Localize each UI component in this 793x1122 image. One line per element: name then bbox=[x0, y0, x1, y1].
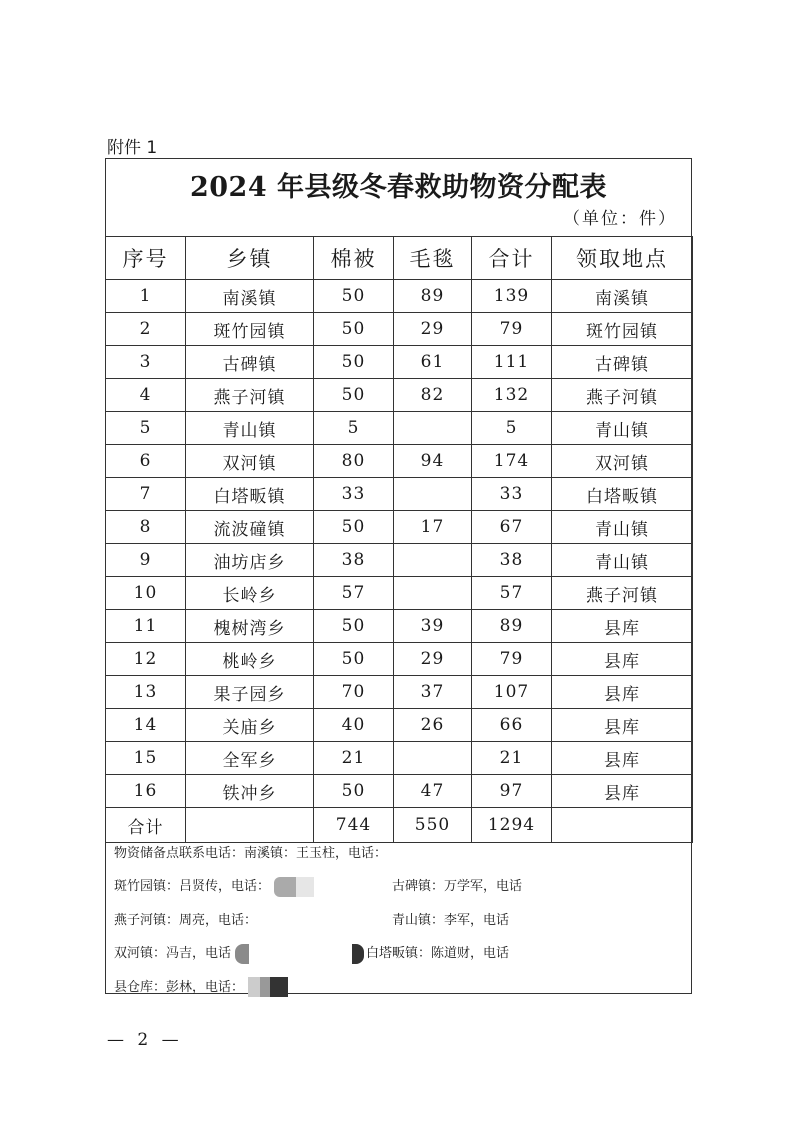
row-quilts: 50 bbox=[314, 379, 394, 412]
contact-notes bbox=[114, 837, 684, 1004]
row-town: 槐树湾乡 bbox=[186, 610, 314, 643]
row-blankets: 94 bbox=[394, 445, 472, 478]
row-town: 斑竹园镇 bbox=[186, 313, 314, 346]
contact-text: 古碑镇：万学军，电话 bbox=[392, 879, 523, 895]
table-row bbox=[106, 742, 693, 775]
contact-text: 物资储备点联系电话：南溪镇：王玉柱，电话： bbox=[114, 846, 388, 861]
row-pickup-location: 南溪镇 bbox=[552, 280, 693, 313]
row-blankets bbox=[394, 412, 472, 445]
contact-text: 双河镇：冯吉，电话 bbox=[114, 946, 232, 962]
row-blankets bbox=[394, 577, 472, 610]
contact-text: 白塔畈镇：陈道财，电话 bbox=[366, 946, 510, 962]
header-blankets: 毛毯 bbox=[394, 237, 472, 280]
table-row bbox=[106, 676, 693, 709]
row-blankets: 61 bbox=[394, 346, 472, 379]
row-quilts: 5 bbox=[314, 412, 394, 445]
row-pickup-location: 斑竹园镇 bbox=[552, 313, 693, 346]
redacted-phone bbox=[248, 977, 288, 997]
total-sum: 1294 bbox=[472, 808, 552, 843]
row-subtotal: 132 bbox=[472, 379, 552, 412]
row-blankets: 37 bbox=[394, 676, 472, 709]
row-town: 南溪镇 bbox=[186, 280, 314, 313]
row-subtotal: 107 bbox=[472, 676, 552, 709]
row-town: 双河镇 bbox=[186, 445, 314, 478]
unit-label: （单位：件） bbox=[563, 209, 677, 229]
row-blankets: 89 bbox=[394, 280, 472, 313]
row-town: 青山镇 bbox=[186, 412, 314, 445]
row-town: 果子园乡 bbox=[186, 676, 314, 709]
row-quilts: 50 bbox=[314, 775, 394, 808]
table-row bbox=[106, 313, 693, 346]
row-blankets: 17 bbox=[394, 511, 472, 544]
row-blankets: 39 bbox=[394, 610, 472, 643]
contact-line bbox=[114, 937, 684, 970]
row-index: 16 bbox=[106, 775, 186, 808]
redacted-phone bbox=[274, 877, 314, 897]
row-pickup-location: 青山镇 bbox=[552, 511, 693, 544]
row-subtotal: 21 bbox=[472, 742, 552, 775]
contact-line bbox=[114, 870, 684, 903]
row-index: 3 bbox=[106, 346, 186, 379]
table-row bbox=[106, 346, 693, 379]
row-subtotal: 79 bbox=[472, 313, 552, 346]
row-subtotal: 79 bbox=[472, 643, 552, 676]
table-row bbox=[106, 280, 693, 313]
row-subtotal: 66 bbox=[472, 709, 552, 742]
total-blankets: 550 bbox=[394, 808, 472, 843]
row-index: 5 bbox=[106, 412, 186, 445]
row-index: 6 bbox=[106, 445, 186, 478]
redacted-phone bbox=[235, 944, 249, 964]
row-town: 长岭乡 bbox=[186, 577, 314, 610]
row-town: 关庙乡 bbox=[186, 709, 314, 742]
row-subtotal: 57 bbox=[472, 577, 552, 610]
row-quilts: 57 bbox=[314, 577, 394, 610]
row-town: 古碑镇 bbox=[186, 346, 314, 379]
attachment-label: 附件 1 bbox=[107, 138, 158, 158]
row-index: 2 bbox=[106, 313, 186, 346]
row-subtotal: 38 bbox=[472, 544, 552, 577]
table-row bbox=[106, 478, 693, 511]
row-subtotal: 33 bbox=[472, 478, 552, 511]
row-subtotal: 111 bbox=[472, 346, 552, 379]
row-quilts: 50 bbox=[314, 511, 394, 544]
row-pickup-location: 县库 bbox=[552, 709, 693, 742]
table-row bbox=[106, 709, 693, 742]
row-index: 8 bbox=[106, 511, 186, 544]
total-quilts: 744 bbox=[314, 808, 394, 843]
page-number: — 2 — bbox=[107, 1030, 183, 1050]
row-subtotal: 67 bbox=[472, 511, 552, 544]
row-subtotal: 5 bbox=[472, 412, 552, 445]
row-index: 9 bbox=[106, 544, 186, 577]
header-subtotal: 合计 bbox=[472, 237, 552, 280]
table-row bbox=[106, 643, 693, 676]
contact-text: 斑竹园镇：吕贤传，电话： bbox=[114, 879, 271, 895]
header-quilts: 棉被 bbox=[314, 237, 394, 280]
row-pickup-location: 县库 bbox=[552, 643, 693, 676]
row-pickup-location: 县库 bbox=[552, 610, 693, 643]
distribution-table bbox=[105, 236, 693, 843]
row-quilts: 70 bbox=[314, 676, 394, 709]
row-index: 15 bbox=[106, 742, 186, 775]
table-row bbox=[106, 445, 693, 478]
row-pickup-location: 青山镇 bbox=[552, 412, 693, 445]
row-quilts: 40 bbox=[314, 709, 394, 742]
contact-line bbox=[114, 904, 684, 937]
contact-line bbox=[114, 971, 684, 1004]
header-index: 序号 bbox=[106, 237, 186, 280]
table-row bbox=[106, 412, 693, 445]
contact-text: 燕子河镇：周亮，电话： bbox=[114, 912, 258, 928]
row-index: 1 bbox=[106, 280, 186, 313]
header-town: 乡镇 bbox=[186, 237, 314, 280]
row-index: 7 bbox=[106, 478, 186, 511]
row-index: 4 bbox=[106, 379, 186, 412]
row-town: 桃岭乡 bbox=[186, 643, 314, 676]
total-label: 合计 bbox=[106, 808, 186, 843]
table-row bbox=[106, 544, 693, 577]
row-pickup-location: 县库 bbox=[552, 676, 693, 709]
row-pickup-location: 县库 bbox=[552, 775, 693, 808]
row-town: 流波䃥镇 bbox=[186, 511, 314, 544]
row-quilts: 50 bbox=[314, 643, 394, 676]
row-quilts: 80 bbox=[314, 445, 394, 478]
row-blankets bbox=[394, 478, 472, 511]
row-pickup-location: 燕子河镇 bbox=[552, 379, 693, 412]
distribution-table-frame bbox=[105, 158, 692, 994]
row-blankets: 82 bbox=[394, 379, 472, 412]
row-blankets bbox=[394, 544, 472, 577]
row-index: 11 bbox=[106, 610, 186, 643]
row-quilts: 50 bbox=[314, 313, 394, 346]
table-row bbox=[106, 775, 693, 808]
row-blankets: 26 bbox=[394, 709, 472, 742]
row-index: 12 bbox=[106, 643, 186, 676]
table-row bbox=[106, 511, 693, 544]
contact-line bbox=[114, 837, 684, 870]
table-row bbox=[106, 577, 693, 610]
contact-text: 县仓库：彭林，电话： bbox=[114, 979, 245, 995]
row-subtotal: 97 bbox=[472, 775, 552, 808]
row-pickup-location: 白塔畈镇 bbox=[552, 478, 693, 511]
row-blankets: 47 bbox=[394, 775, 472, 808]
row-town: 全军乡 bbox=[186, 742, 314, 775]
table-row bbox=[106, 379, 693, 412]
row-town: 铁冲乡 bbox=[186, 775, 314, 808]
contact-text: 青山镇：李军，电话 bbox=[392, 912, 510, 928]
row-blankets: 29 bbox=[394, 643, 472, 676]
row-subtotal: 174 bbox=[472, 445, 552, 478]
row-subtotal: 89 bbox=[472, 610, 552, 643]
row-index: 14 bbox=[106, 709, 186, 742]
table-header-row bbox=[106, 237, 693, 280]
redacted-phone-end bbox=[352, 937, 364, 970]
row-quilts: 33 bbox=[314, 478, 394, 511]
row-subtotal: 139 bbox=[472, 280, 552, 313]
row-quilts: 50 bbox=[314, 610, 394, 643]
row-pickup-location: 双河镇 bbox=[552, 445, 693, 478]
row-index: 10 bbox=[106, 577, 186, 610]
table-title: 2024 年县级冬春救助物资分配表 bbox=[189, 172, 608, 203]
row-quilts: 50 bbox=[314, 346, 394, 379]
row-quilts: 50 bbox=[314, 280, 394, 313]
row-index: 13 bbox=[106, 676, 186, 709]
row-quilts: 21 bbox=[314, 742, 394, 775]
row-town: 白塔畈镇 bbox=[186, 478, 314, 511]
row-pickup-location: 燕子河镇 bbox=[552, 577, 693, 610]
row-town: 油坊店乡 bbox=[186, 544, 314, 577]
row-pickup-location: 青山镇 bbox=[552, 544, 693, 577]
row-pickup-location: 古碑镇 bbox=[552, 346, 693, 379]
row-blankets: 29 bbox=[394, 313, 472, 346]
row-town: 燕子河镇 bbox=[186, 379, 314, 412]
row-quilts: 38 bbox=[314, 544, 394, 577]
row-blankets bbox=[394, 742, 472, 775]
header-pickup-location: 领取地点 bbox=[552, 237, 693, 280]
row-pickup-location: 县库 bbox=[552, 742, 693, 775]
table-row bbox=[106, 610, 693, 643]
